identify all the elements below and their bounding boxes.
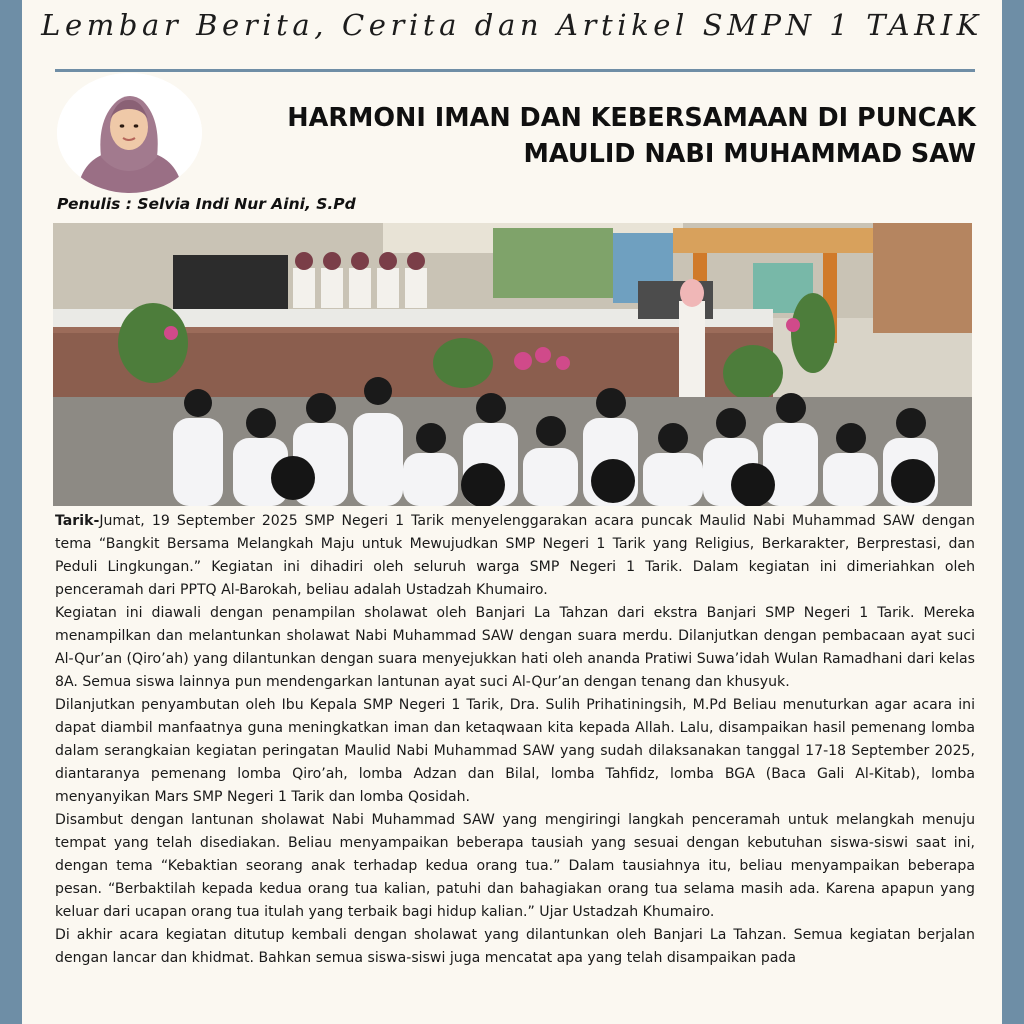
article-dateline: Tarik- [55, 513, 100, 529]
headline-line-1: HARMONI IMAN DAN KEBERSAMAAN DI PUNCAK [287, 103, 976, 133]
event-photo-illustration [53, 223, 972, 506]
author-byline: Penulis : Selvia Indi Nur Aini, S.Pd [57, 195, 356, 213]
masthead-rule [55, 69, 975, 72]
article-paragraph: Disambut dengan lantunan sholawat Nabi Muhammad SAW yang mengiringi langkah penceramah untuk melangkah menuju tempat yang telah disediakan. Beliau menyampaikan beberapa tausiah yang sesuai dengan kebutuhan siswa-siswi saat ini, dengan tema “Kebaktian seorang anak terhadap kedua orang tua.” Dalam tausiahnya itu, beliau menyampaikan beberapa pesan. “Berbaktilah kepada kedua orang tua kalian, patuhi dan bahagiakan orang tua selama masih ada. Karena apapun yang keluar dari ucapan orang tua itulah yang terbaik bagi hidup kalian.” Ujar Ustadzah Khumairo. [55, 812, 975, 920]
event-photo [53, 223, 972, 506]
headline [216, 100, 976, 172]
article-paragraph: Di akhir acara kegiatan ditutup kembali dengan sholawat yang dilantunkan oleh Banjari La Tahzan. Semua kegiatan berjalan dengan lancar dan khidmat. Bahkan semua siswa-siswi juga mencatat apa yang telah disampaikan pada [55, 927, 975, 966]
headline-line-2: MAULID NABI MUHAMMAD SAW [523, 139, 976, 169]
article-paragraph: Kegiatan ini diawali dengan penampilan sholawat oleh Banjari La Tahzan dari ekstra Banjari SMP Negeri 1 Tarik. Mereka menampilkan dan melantunkan sholawat Nabi Muhammad SAW dengan suara merdu. Dilanjutkan dengan pembacaan ayat suci Al-Qur’an (Qiro’ah) yang dilantunkan dengan suara menyejukkan hati oleh ananda Pratiwi Suwa’idah Wulan Ramadhani dari kelas 8A. Semua siswa lainnya pun mendengarkan lantunan ayat suci Al-Qur’an dengan tenang dan khusyuk. [55, 605, 975, 690]
article-paragraph: Dilanjutkan penyambutan oleh Ibu Kepala SMP Negeri 1 Tarik, Dra. Sulih Prihatiningsih, M.Pd Beliau menuturkan agar acara ini dapat diambil manfaatnya guna meningkatkan iman dan ketaqwaan kita kepada Allah. Lalu, disampaikan hasil pemenang lomba dalam serangkaian kegiatan peringatan Maulid Nabi Muhammad SAW yang sudah dilaksanakan tanggal 17-18 September 2025, diantaranya pemenang lomba Qiro’ah, lomba Adzan dan Bilal, lomba Tahfidz, lomba BGA (Baca Gali Al-Kitab), lomba menyanyikan Mars SMP Negeri 1 Tarik dan lomba Qosidah. [55, 697, 975, 805]
article-paragraph [55, 510, 975, 602]
article-paragraph-1-text: Jumat, 19 September 2025 SMP Negeri 1 Tarik menyelenggarakan acara puncak Maulid Nabi Muhammad SAW dengan tema “Bangkit Bersama Melangkah Maju untuk Mewujudkan SMP Negeri 1 Tarik yang Religius, Berkarakter, Berprestasi, dan Peduli Lingkungan.” Kegiatan ini dihadiri oleh seluruh warga SMP Negeri 1 Tarik. Dalam kegiatan ini dimeriahkan oleh penceramah dari PPTQ Al-Barokah, beliau adalah Ustadzah Khumairo. [55, 513, 975, 598]
masthead: Lembar Berita, Cerita dan Artikel SMPN 1 TARIK [41, 8, 983, 42]
author-portrait-illustration [57, 73, 202, 193]
newsletter-page [22, 0, 1002, 1024]
article-body [55, 510, 975, 970]
author-avatar [57, 73, 202, 193]
